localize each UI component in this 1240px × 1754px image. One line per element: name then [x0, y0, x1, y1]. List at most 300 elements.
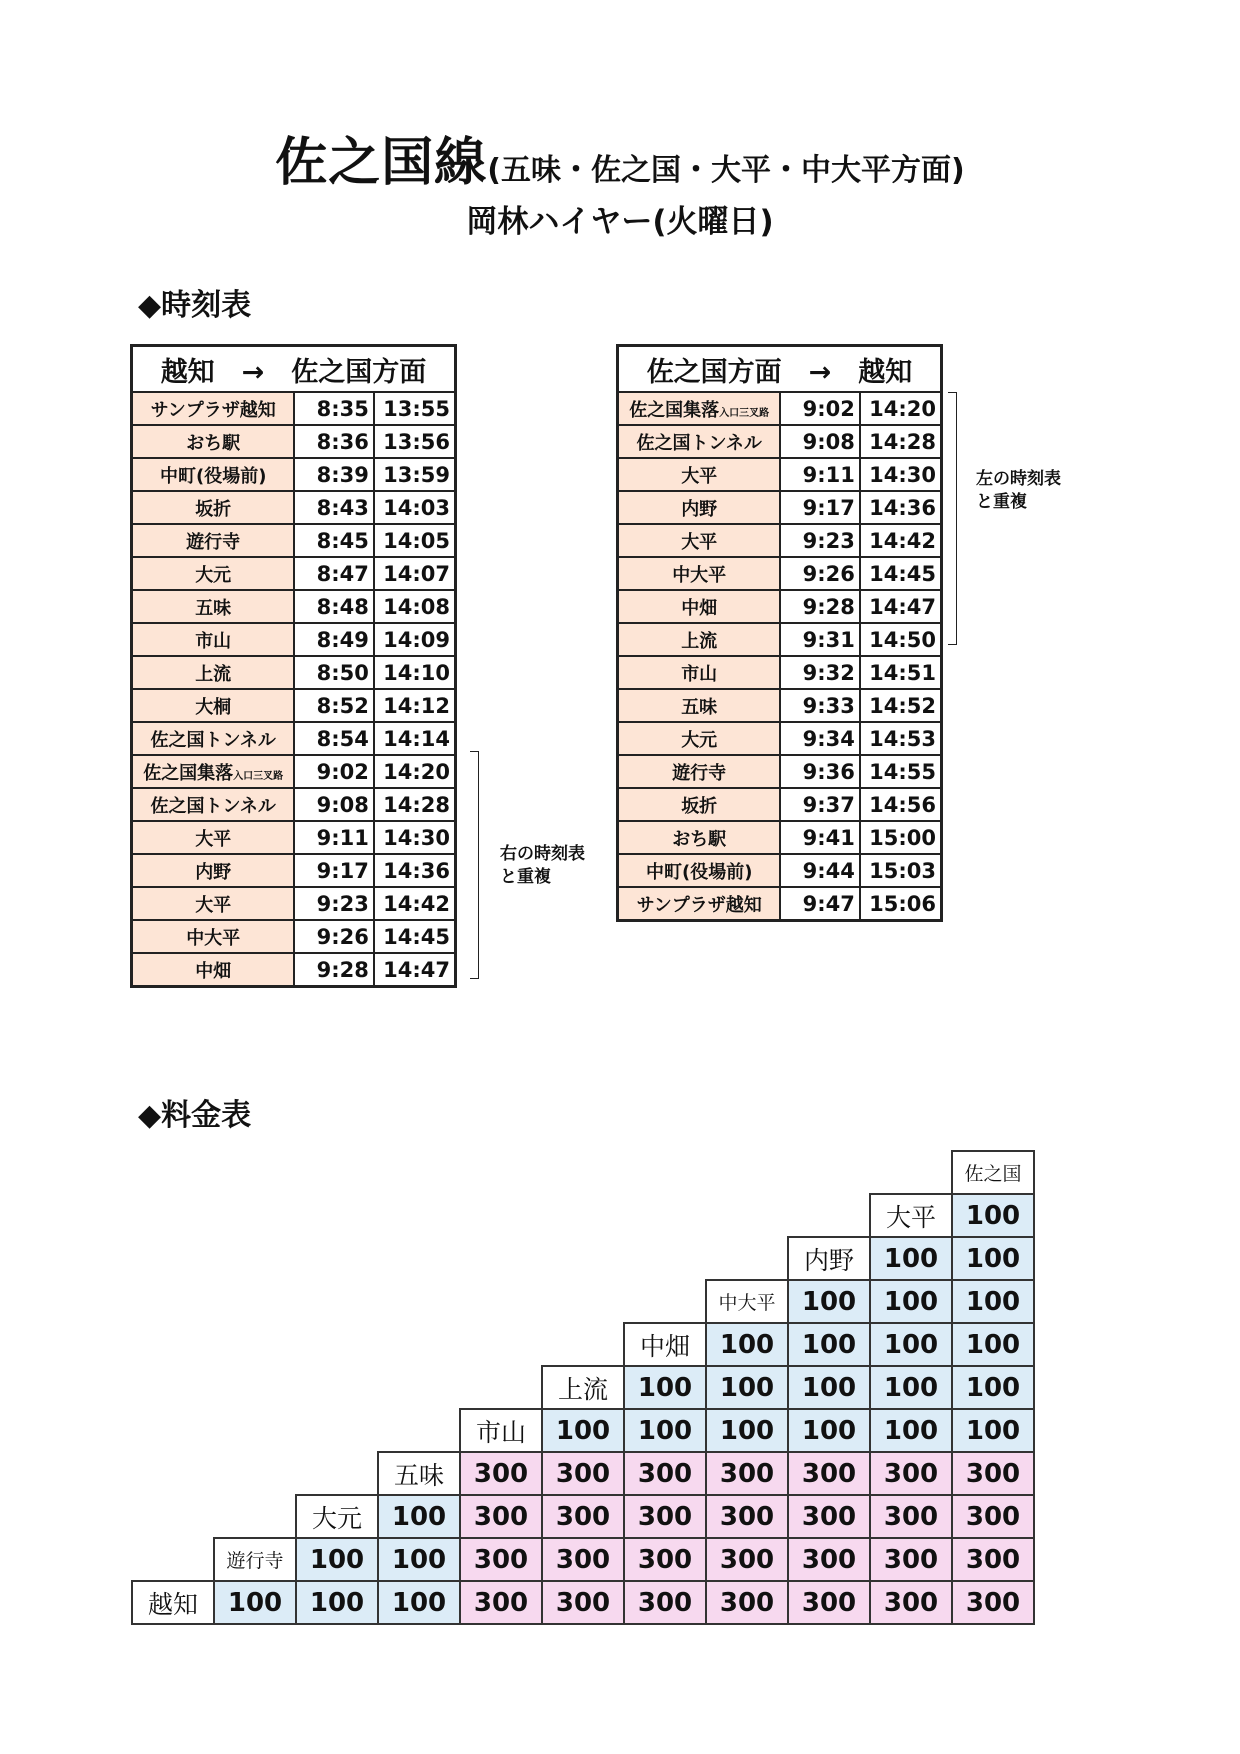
- fare-value: 300: [870, 1581, 952, 1624]
- departure-time: 14:09: [374, 623, 456, 656]
- fare-empty-cell: [624, 1280, 706, 1323]
- timetable-row: [132, 656, 456, 689]
- fare-empty-cell: [460, 1366, 542, 1409]
- departure-time: 9:37: [780, 788, 859, 821]
- fare-empty-cell: [624, 1237, 706, 1280]
- departure-time: 14:42: [374, 887, 456, 920]
- fare-row: [132, 1280, 1034, 1323]
- timetable-row: [132, 755, 456, 788]
- fare-stop-label: 大平: [870, 1194, 952, 1237]
- fare-row: [132, 1323, 1034, 1366]
- departure-time: 15:06: [860, 887, 942, 921]
- fare-empty-cell: [460, 1151, 542, 1194]
- fare-value: 100: [952, 1366, 1034, 1409]
- departure-time: 9:31: [780, 623, 859, 656]
- station-name: [618, 722, 781, 755]
- fare-empty-cell: [378, 1194, 460, 1237]
- fare-empty-cell: [378, 1366, 460, 1409]
- timetable-row: [618, 755, 942, 788]
- fare-empty-cell: [542, 1323, 624, 1366]
- timetable-row: [618, 425, 942, 458]
- station-label: 大平: [195, 828, 232, 850]
- station-label: サンプラザ越知: [150, 399, 276, 421]
- departure-time: 14:47: [860, 590, 942, 623]
- page-subtitle: 岡林ハイヤー(火曜日): [466, 204, 774, 240]
- fare-empty-cell: [460, 1323, 542, 1366]
- fare-empty-cell: [296, 1366, 378, 1409]
- departure-time: 14:20: [374, 755, 456, 788]
- station-name: [618, 887, 781, 921]
- station-name: [618, 524, 781, 557]
- station-name: [618, 425, 781, 458]
- station-label: 大桐: [195, 696, 232, 718]
- station-name: [618, 557, 781, 590]
- fare-value: 300: [460, 1538, 542, 1581]
- station-label: 坂折: [681, 795, 718, 817]
- departure-time: 9:23: [780, 524, 859, 557]
- departure-time: 9:33: [780, 689, 859, 722]
- fare-value: 300: [624, 1581, 706, 1624]
- departure-time: 14:47: [374, 953, 456, 987]
- fare-value: 300: [624, 1495, 706, 1538]
- station-label: 内野: [195, 861, 232, 883]
- timetable-row: [132, 557, 456, 590]
- departure-time: 8:50: [294, 656, 373, 689]
- fare-value: 300: [788, 1581, 870, 1624]
- timetable-inbound: [616, 344, 943, 922]
- overlap-note-right-line1: 左の時刻表: [976, 469, 1061, 489]
- departure-time: 14:28: [860, 425, 942, 458]
- departure-time: 14:20: [860, 392, 942, 425]
- station-label: おち駅: [186, 432, 241, 454]
- station-name: [132, 590, 295, 623]
- fare-value: 300: [460, 1581, 542, 1624]
- fare-row: [132, 1194, 1034, 1237]
- timetable-row: [618, 689, 942, 722]
- timetable-outbound: [130, 344, 457, 988]
- overlap-note-right: [976, 468, 1061, 514]
- departure-time: 14:05: [374, 524, 456, 557]
- fare-empty-cell: [296, 1452, 378, 1495]
- station-label: 佐之国トンネル: [150, 795, 276, 817]
- fare-empty-cell: [296, 1151, 378, 1194]
- station-name: [132, 920, 295, 953]
- fare-value: 100: [952, 1323, 1034, 1366]
- departure-time: 9:26: [780, 557, 859, 590]
- fare-empty-cell: [132, 1452, 214, 1495]
- station-name: [132, 953, 295, 987]
- timetable-row: [132, 887, 456, 920]
- timetable-row: [132, 953, 456, 987]
- departure-time: 9:26: [294, 920, 373, 953]
- fare-value: 300: [706, 1581, 788, 1624]
- station-name: [132, 821, 295, 854]
- timetable-row: [618, 656, 942, 689]
- fare-stop-label: 越知: [132, 1581, 214, 1624]
- departure-time: 14:08: [374, 590, 456, 623]
- fare-value: 300: [624, 1538, 706, 1581]
- title-main: 佐之国線: [275, 133, 488, 193]
- station-label: 中町(役場前): [645, 861, 753, 883]
- fare-empty-cell: [132, 1194, 214, 1237]
- fare-empty-cell: [706, 1151, 788, 1194]
- departure-time: 14:36: [860, 491, 942, 524]
- fare-value: 100: [706, 1366, 788, 1409]
- fare-value: 100: [952, 1237, 1034, 1280]
- station-label: 大平: [681, 531, 718, 553]
- departure-time: 14:50: [860, 623, 942, 656]
- timetable-row: [618, 557, 942, 590]
- station-name: [132, 755, 295, 788]
- station-name: [132, 623, 295, 656]
- fare-empty-cell: [214, 1452, 296, 1495]
- station-label: 中町(役場前): [159, 465, 267, 487]
- fare-row: [132, 1409, 1034, 1452]
- timetable-row: [618, 392, 942, 425]
- fare-empty-cell: [214, 1237, 296, 1280]
- departure-time: 15:03: [860, 854, 942, 887]
- timetable-row: [132, 722, 456, 755]
- fare-empty-cell: [296, 1409, 378, 1452]
- fare-row: [132, 1495, 1034, 1538]
- departure-time: 9:28: [294, 953, 373, 987]
- fare-empty-cell: [378, 1237, 460, 1280]
- station-label: 五味: [195, 597, 232, 619]
- fare-empty-cell: [788, 1151, 870, 1194]
- station-label: 内野: [681, 498, 718, 520]
- station-label: サンプラザ越知: [636, 894, 762, 916]
- title-sub: (五味・佐之国・大平・中大平方面): [487, 153, 965, 188]
- station-name: [618, 821, 781, 854]
- station-name: [132, 788, 295, 821]
- page-title: [0, 120, 1240, 195]
- fare-value: 100: [870, 1280, 952, 1323]
- fare-value: 300: [870, 1495, 952, 1538]
- fare-value: 100: [624, 1366, 706, 1409]
- timetable-row: [618, 458, 942, 491]
- departure-time: 9:23: [294, 887, 373, 920]
- departure-time: 9:02: [780, 392, 859, 425]
- fare-empty-cell: [378, 1323, 460, 1366]
- fare-value: 300: [788, 1452, 870, 1495]
- departure-time: 14:10: [374, 656, 456, 689]
- departure-time: 9:02: [294, 755, 373, 788]
- station-name: [618, 458, 781, 491]
- departure-time: 14:36: [374, 854, 456, 887]
- departure-time: 14:53: [860, 722, 942, 755]
- fare-empty-cell: [214, 1280, 296, 1323]
- station-label: 中大平: [186, 927, 241, 949]
- timetable-row: [618, 788, 942, 821]
- timetable-row: [132, 524, 456, 557]
- timetable-row: [618, 491, 942, 524]
- timetable-row: [132, 425, 456, 458]
- departure-time: 9:47: [780, 887, 859, 921]
- departure-time: 8:35: [294, 392, 373, 425]
- fare-value: 300: [706, 1495, 788, 1538]
- fare-value: 100: [870, 1237, 952, 1280]
- fare-stop-label: 中大平: [706, 1280, 788, 1323]
- fare-row: [132, 1366, 1034, 1409]
- fare-value: 300: [706, 1452, 788, 1495]
- timetable-row: [132, 491, 456, 524]
- fare-value: 300: [542, 1452, 624, 1495]
- timetable-row: [132, 458, 456, 491]
- fare-empty-cell: [460, 1280, 542, 1323]
- fare-value: 100: [296, 1581, 378, 1624]
- fare-empty-cell: [542, 1280, 624, 1323]
- station-name: [132, 656, 295, 689]
- fare-empty-cell: [542, 1194, 624, 1237]
- station-label: 市山: [681, 663, 718, 685]
- fare-value: 100: [952, 1194, 1034, 1237]
- departure-time: 14:45: [374, 920, 456, 953]
- fare-empty-cell: [624, 1151, 706, 1194]
- timetable-outbound-heading: 越知 → 佐之国方面: [132, 346, 456, 393]
- station-sublabel: 入口三叉路: [233, 770, 284, 782]
- fare-empty-cell: [214, 1366, 296, 1409]
- fare-empty-cell: [214, 1495, 296, 1538]
- departure-time: 8:36: [294, 425, 373, 458]
- timetable-row: [132, 392, 456, 425]
- departure-time: 14:03: [374, 491, 456, 524]
- fare-empty-cell: [132, 1366, 214, 1409]
- station-label: 佐之国集落: [143, 762, 234, 784]
- fare-stop-label: 市山: [460, 1409, 542, 1452]
- timetable-row: [132, 623, 456, 656]
- station-label: 佐之国トンネル: [150, 729, 276, 751]
- station-label: 大平: [195, 894, 232, 916]
- fare-empty-cell: [296, 1237, 378, 1280]
- fare-value: 300: [952, 1581, 1034, 1624]
- station-name: [618, 755, 781, 788]
- departure-time: 9:32: [780, 656, 859, 689]
- fare-empty-cell: [132, 1538, 214, 1581]
- timetable-section-heading: ◆時刻表: [138, 288, 252, 323]
- timetable-row: [618, 524, 942, 557]
- timetable-row: [132, 920, 456, 953]
- fare-empty-cell: [132, 1495, 214, 1538]
- station-name: [132, 854, 295, 887]
- departure-time: 9:28: [780, 590, 859, 623]
- station-label: 五味: [681, 696, 718, 718]
- station-name: [132, 689, 295, 722]
- departure-time: 8:45: [294, 524, 373, 557]
- fare-empty-cell: [378, 1151, 460, 1194]
- timetable-row: [132, 821, 456, 854]
- departure-time: 9:11: [780, 458, 859, 491]
- fare-stop-label: 内野: [788, 1237, 870, 1280]
- fare-empty-cell: [378, 1409, 460, 1452]
- fare-value: 100: [378, 1581, 460, 1624]
- fare-value: 300: [542, 1538, 624, 1581]
- departure-time: 14:12: [374, 689, 456, 722]
- fare-value: 100: [870, 1323, 952, 1366]
- departure-time: 14:30: [374, 821, 456, 854]
- fare-section-heading: ◆料金表: [138, 1098, 252, 1133]
- fare-empty-cell: [542, 1237, 624, 1280]
- timetable-row: [618, 887, 942, 921]
- overlap-note-left-line1: 右の時刻表: [500, 844, 585, 864]
- station-name: [132, 722, 295, 755]
- timetable-row: [132, 854, 456, 887]
- fare-value: 100: [788, 1409, 870, 1452]
- departure-time: 9:08: [294, 788, 373, 821]
- fare-stop-label: 遊行寺: [214, 1538, 296, 1581]
- fare-row: [132, 1538, 1034, 1581]
- fare-value: 300: [952, 1538, 1034, 1581]
- station-label: 遊行寺: [186, 531, 241, 553]
- fare-value: 100: [296, 1538, 378, 1581]
- fare-value: 100: [214, 1581, 296, 1624]
- fare-empty-cell: [132, 1151, 214, 1194]
- fare-row: [132, 1452, 1034, 1495]
- station-name: [132, 524, 295, 557]
- timetable-row: [132, 590, 456, 623]
- departure-time: 14:55: [860, 755, 942, 788]
- departure-time: 14:45: [860, 557, 942, 590]
- station-label: 大元: [195, 564, 232, 586]
- overlap-note-left-line2: と重複: [500, 867, 551, 887]
- station-name: [132, 458, 295, 491]
- departure-time: 9:36: [780, 755, 859, 788]
- fare-empty-cell: [706, 1237, 788, 1280]
- overlap-note-right-line2: と重複: [976, 492, 1027, 512]
- fare-empty-cell: [214, 1194, 296, 1237]
- fare-value: 100: [788, 1280, 870, 1323]
- departure-time: 8:39: [294, 458, 373, 491]
- timetable-row: [618, 821, 942, 854]
- departure-time: 8:43: [294, 491, 373, 524]
- fare-empty-cell: [296, 1280, 378, 1323]
- departure-time: 9:41: [780, 821, 859, 854]
- departure-time: 14:07: [374, 557, 456, 590]
- station-name: [132, 887, 295, 920]
- fare-empty-cell: [214, 1409, 296, 1452]
- fare-empty-cell: [132, 1409, 214, 1452]
- departure-time: 9:44: [780, 854, 859, 887]
- station-name: [618, 656, 781, 689]
- station-name: [132, 557, 295, 590]
- departure-time: 13:56: [374, 425, 456, 458]
- fare-empty-cell: [296, 1194, 378, 1237]
- departure-time: 14:14: [374, 722, 456, 755]
- fare-row: [132, 1237, 1034, 1280]
- timetable-row: [132, 788, 456, 821]
- departure-time: 13:55: [374, 392, 456, 425]
- station-name: [618, 788, 781, 821]
- departure-time: 9:17: [780, 491, 859, 524]
- departure-time: 14:28: [374, 788, 456, 821]
- fare-value: 300: [460, 1452, 542, 1495]
- fare-value: 300: [706, 1538, 788, 1581]
- fare-empty-cell: [132, 1237, 214, 1280]
- fare-value: 300: [952, 1452, 1034, 1495]
- fare-empty-cell: [132, 1323, 214, 1366]
- departure-time: 9:08: [780, 425, 859, 458]
- fare-stop-label: 中畑: [624, 1323, 706, 1366]
- departure-time: 14:30: [860, 458, 942, 491]
- timetable-row: [618, 623, 942, 656]
- fare-empty-cell: [706, 1194, 788, 1237]
- station-sublabel: 入口三叉路: [719, 407, 770, 419]
- station-name: [618, 590, 781, 623]
- station-name: [618, 392, 781, 425]
- station-name: [132, 392, 295, 425]
- station-name: [618, 623, 781, 656]
- fare-value: 100: [378, 1538, 460, 1581]
- departure-time: 13:59: [374, 458, 456, 491]
- fare-value: 100: [788, 1366, 870, 1409]
- fare-value: 100: [788, 1323, 870, 1366]
- fare-empty-cell: [542, 1151, 624, 1194]
- departure-time: 14:56: [860, 788, 942, 821]
- fare-value: 100: [706, 1323, 788, 1366]
- overlap-note-left: [500, 843, 585, 889]
- timetable-inbound-heading: 佐之国方面 → 越知: [618, 346, 942, 393]
- overlap-bracket-right: [948, 392, 957, 645]
- fare-table: [131, 1150, 1035, 1625]
- station-name: [618, 491, 781, 524]
- departure-time: 8:52: [294, 689, 373, 722]
- departure-time: 9:34: [780, 722, 859, 755]
- station-label: 坂折: [195, 498, 232, 520]
- fare-row: [132, 1581, 1034, 1624]
- station-name: [618, 689, 781, 722]
- departure-time: 8:49: [294, 623, 373, 656]
- fare-value: 300: [870, 1452, 952, 1495]
- fare-value: 100: [870, 1409, 952, 1452]
- fare-empty-cell: [460, 1237, 542, 1280]
- fare-value: 300: [542, 1581, 624, 1624]
- departure-time: 9:17: [294, 854, 373, 887]
- station-label: 市山: [195, 630, 232, 652]
- station-label: 大平: [681, 465, 718, 487]
- fare-stop-label: 五味: [378, 1452, 460, 1495]
- fare-value: 300: [870, 1538, 952, 1581]
- station-label: 中畑: [195, 960, 232, 982]
- station-name: [132, 491, 295, 524]
- station-label: 中畑: [681, 597, 718, 619]
- fare-empty-cell: [788, 1194, 870, 1237]
- departure-time: 14:52: [860, 689, 942, 722]
- station-label: 佐之国トンネル: [636, 432, 762, 454]
- departure-time: 8:47: [294, 557, 373, 590]
- fare-value: 100: [706, 1409, 788, 1452]
- fare-empty-cell: [132, 1280, 214, 1323]
- fare-empty-cell: [214, 1151, 296, 1194]
- fare-row: [132, 1151, 1034, 1194]
- overlap-bracket-left: [470, 751, 479, 979]
- station-label: 上流: [681, 630, 718, 652]
- fare-empty-cell: [296, 1323, 378, 1366]
- fare-value: 100: [952, 1280, 1034, 1323]
- station-label: 佐之国集落: [629, 399, 720, 421]
- fare-value: 300: [788, 1495, 870, 1538]
- timetable-row: [618, 590, 942, 623]
- departure-time: 9:11: [294, 821, 373, 854]
- station-label: 大元: [681, 729, 718, 751]
- fare-value: 300: [542, 1495, 624, 1538]
- fare-value: 300: [624, 1452, 706, 1495]
- station-name: [132, 425, 295, 458]
- fare-value: 100: [870, 1366, 952, 1409]
- timetable-row: [618, 854, 942, 887]
- fare-value: 100: [378, 1495, 460, 1538]
- departure-time: 15:00: [860, 821, 942, 854]
- fare-empty-cell: [624, 1194, 706, 1237]
- fare-value: 300: [788, 1538, 870, 1581]
